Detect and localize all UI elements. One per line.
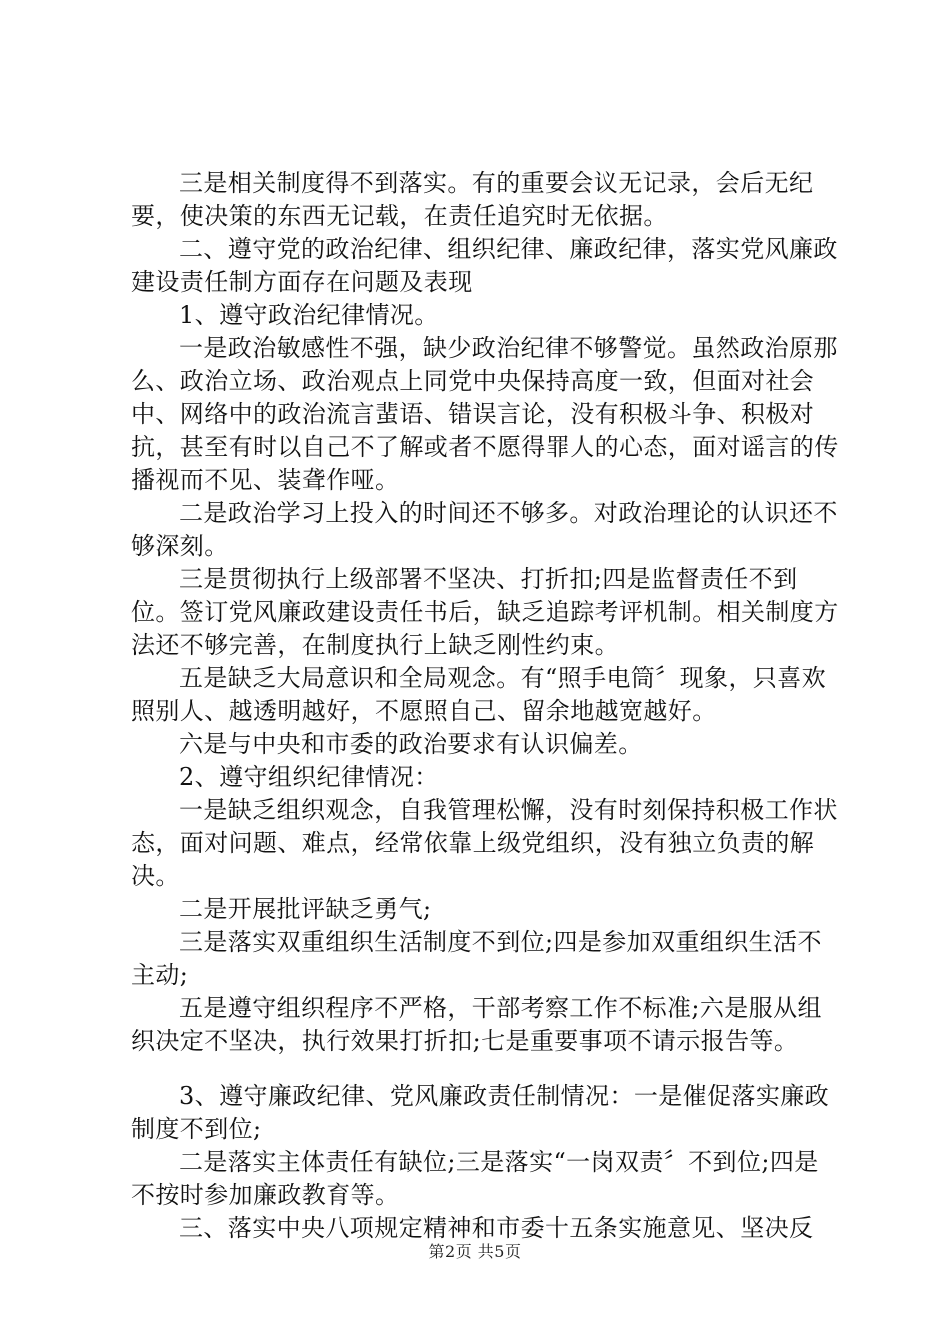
- document-body: [131, 167, 841, 1245]
- paragraph-12: 三是落实双重组织生活制度不到位;四是参加双重组织生活不主动;: [131, 928, 822, 989]
- paragraph-16: 三、落实中央八项规定精神和市委十五条实施意见、坚决反: [179, 1214, 814, 1242]
- paragraph-6: 三是贯彻执行上级部署不坚决、打折扣;四是监督责任不到位。签订党风廉政建设责任书后，缺乏追踪考评机制。相关制度方法还不够完善，在制度执行上缺乏刚性约束。: [131, 565, 839, 659]
- paragraph-3: 1、遵守政治纪律情况。: [179, 301, 439, 329]
- page-footer: 第2页 共5页: [428, 1242, 522, 1261]
- paragraph-9: 2、遵守组织纪律情况：: [179, 763, 439, 791]
- paragraph-15: 二是落实主体责任有缺位;三是落实“一岗双责〞不到位;四是不按时参加廉政教育等。: [131, 1148, 819, 1209]
- paragraph-2: 二、遵守党的政治纪律、组织纪律、廉政纪律，落实党风廉政建设责任制方面存在问题及表现: [131, 235, 838, 296]
- paragraph-5: 二是政治学习上投入的时间还不够多。对政治理论的认识还不够深刻。: [131, 499, 838, 560]
- paragraph-11: 二是开展批评缺乏勇气;: [179, 895, 432, 923]
- paragraph-14: 3、遵守廉政纪律、党风廉政责任制情况：一是催促落实廉政制度不到位;: [131, 1082, 830, 1143]
- paragraph-1: 三是相关制度得不到落实。有的重要会议无记录，会后无纪要，使决策的东西无记载，在责任追究时无依据。: [131, 169, 814, 230]
- paragraph-4: 一是政治敏感性不强，缺少政治纪律不够警觉。虽然政治原那么、政治立场、政治观点上同党中央保持高度一致，但面对社会中、网络中的政治流言蜚语、错误言论，没有积极斗争、积极对抗，甚至有时以自己不了解或者不愿得罪人的心态，面对谣言的传播视而不见、装聋作哑。: [131, 334, 839, 494]
- paragraph-10: 一是缺乏组织观念，自我管理松懈，没有时刻保持积极工作状态，面对问题、难点，经常依靠上级党组织，没有独立负责的解决。: [131, 796, 838, 890]
- paragraph-7: 五是缺乏大局意识和全局观念。有“照手电筒〞现象，只喜欢照别人、越透明越好，不愿照自己、留余地越宽越好。: [131, 664, 827, 725]
- paragraph-13: 五是遵守组织程序不严格，干部考察工作不标准;六是服从组织决定不坚决，执行效果打折扣;七是重要事项不请示报告等。: [131, 994, 822, 1055]
- paragraph-8: 六是与中央和市委的政治要求有认识偏差。: [179, 730, 643, 758]
